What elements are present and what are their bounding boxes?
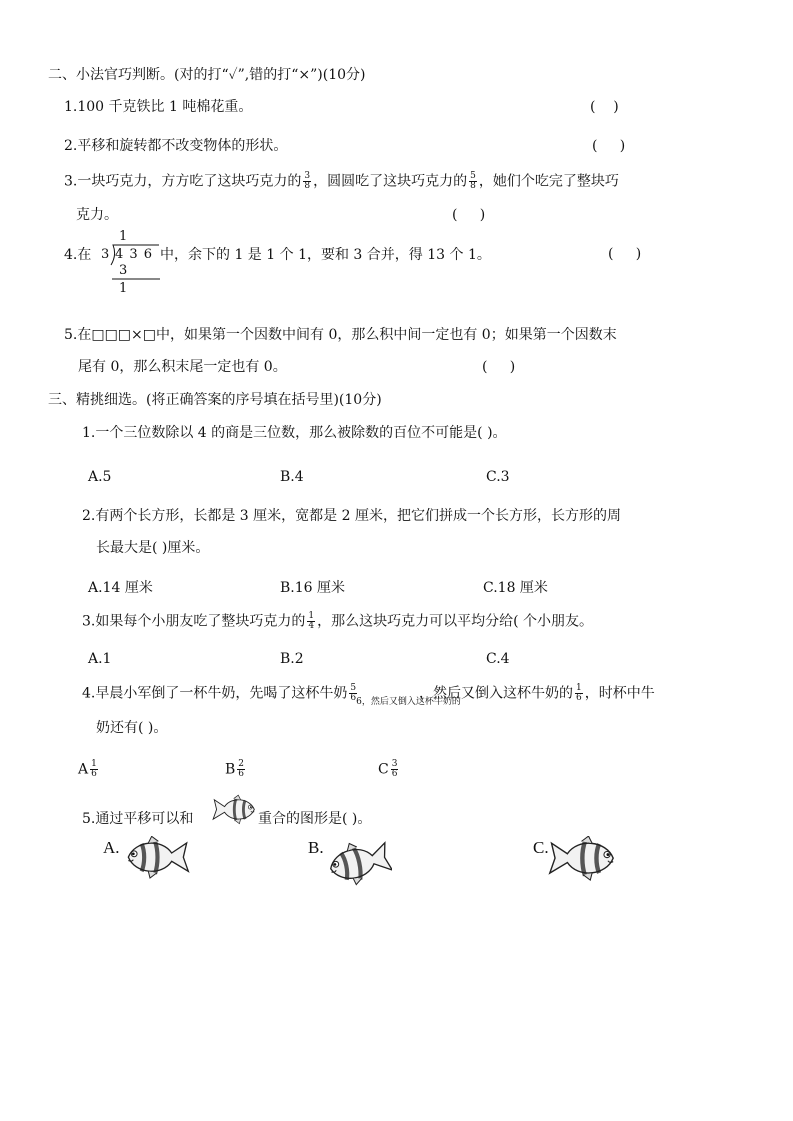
s3-q3-post: ，那么这块巧克力可以平均分给( 个小朋友。 bbox=[317, 613, 594, 630]
fraction: $\frac{1}{4}$ bbox=[308, 611, 315, 631]
fish-option-b-icon[interactable] bbox=[322, 840, 392, 888]
s3-q4-pre: 4.早晨小军倒了一杯牛奶，先喝了这杯牛奶 bbox=[82, 685, 348, 702]
s2-item-3-answer[interactable]: ( ) bbox=[452, 207, 486, 223]
s2-item-2-answer[interactable]: ( ) bbox=[592, 138, 626, 154]
s3-q5-option-a-label[interactable]: A. bbox=[103, 838, 120, 857]
s2-item-5-line2: 尾有 0，那么积末尾一定也有 0。 bbox=[78, 359, 287, 375]
s3-q2-line2: 长最大是( )厘米。 bbox=[96, 540, 210, 556]
s3-q4-option-b[interactable]: B $\frac{2}{6}$ bbox=[225, 759, 245, 779]
s3-q2: 2.有两个长方形，长都是 3 厘米，宽都是 2 厘米，把它们拼成一个长方形，长方形的周 bbox=[82, 508, 621, 524]
s2-item-5-answer[interactable]: ( ) bbox=[482, 359, 516, 375]
s3-q4-tail: 6，然后又倒入这杯牛奶的 bbox=[356, 696, 461, 707]
s2-item-3-pre: 3.一块巧克力，方方吃了这块巧克力的 bbox=[64, 173, 302, 190]
fraction: $\frac{1}{6}$ bbox=[576, 683, 582, 703]
s3-q4-mid bbox=[419, 684, 655, 703]
s3-q5-option-c-label[interactable]: C. bbox=[533, 838, 549, 857]
s3-q4-option-c[interactable]: C $\frac{3}{6}$ bbox=[378, 759, 398, 779]
s3-q2-option-c[interactable]: C.18 厘米 bbox=[483, 580, 548, 596]
s3-q4-tail-text: ，然后又倒入这杯牛奶的 bbox=[419, 685, 573, 702]
s2-item-1-answer[interactable]: ( ) bbox=[590, 99, 619, 115]
s3-q3-option-b[interactable]: B.2 bbox=[280, 651, 304, 667]
fraction: $\frac{5}{6}$ bbox=[350, 683, 357, 703]
s3-q1-option-b[interactable]: B.4 bbox=[280, 469, 304, 485]
fraction: $\frac{3}{8}$ bbox=[304, 171, 311, 191]
section3-heading: 三、精挑细选。(将正确答案的序号填在括号里)(10分) bbox=[48, 392, 382, 408]
s3-q4 bbox=[82, 684, 461, 711]
s3-q1-option-c[interactable]: C.3 bbox=[486, 469, 510, 485]
s2-item-4-pre: 4.在 bbox=[64, 247, 92, 263]
s2-item-2: 2.平移和旋转都不改变物体的形状。 bbox=[64, 138, 288, 154]
s3-q4-option-a[interactable]: A $\frac{1}{6}$ bbox=[78, 759, 97, 779]
s2-item-3 bbox=[64, 172, 619, 191]
s3-q1-option-a[interactable]: A.5 bbox=[88, 469, 112, 485]
division-remainder: 1 bbox=[119, 281, 128, 296]
s3-q4-line2: 奶还有( )。 bbox=[96, 720, 168, 736]
s3-q5-option-b-label[interactable]: B. bbox=[308, 838, 324, 857]
s3-q3-option-c[interactable]: C.4 bbox=[486, 651, 510, 667]
s3-q2-option-a[interactable]: A.14 厘米 bbox=[88, 580, 153, 596]
s3-q5-pre: 5.通过平移可以和 bbox=[82, 811, 194, 827]
fraction: $\frac{5}{8}$ bbox=[470, 171, 476, 191]
s2-item-3-post: ，她们个吃完了整块巧 bbox=[478, 173, 619, 190]
division-quotient: 1 bbox=[119, 229, 128, 244]
s3-q4-post: ，时杯中牛 bbox=[584, 685, 655, 702]
s3-q1: 1.一个三位数除以 4 的商是三位数，那么被除数的百位不可能是( )。 bbox=[82, 425, 507, 441]
s2-item-3-line2: 克力。 bbox=[76, 207, 118, 223]
s2-item-4-text: 中，余下的 1 是 1 个 1，要和 3 合并，得 13 个 1。 bbox=[160, 247, 491, 263]
s3-q2-option-b[interactable]: B.16 厘米 bbox=[280, 580, 346, 596]
division-divisor: 3 bbox=[101, 247, 110, 262]
s2-item-3-mid: ，圆圆吃了这块巧克力的 bbox=[313, 173, 468, 190]
s3-q5-post: 重合的图形是( )。 bbox=[258, 811, 372, 827]
section2-heading: 二、小法官巧判断。(对的打“✓”,错的打“×”)(10分) bbox=[48, 67, 366, 83]
fish-option-c-icon[interactable] bbox=[548, 836, 622, 882]
s2-item-5: 5.在□□□×□中，如果第一个因数中间有 0，那么积中间一定也有 0；如果第一个因数末 bbox=[64, 327, 617, 343]
fish-option-a-icon[interactable] bbox=[120, 836, 190, 880]
s2-item-1: 1.100 千克铁比 1 吨棉花重。 bbox=[64, 99, 253, 115]
division-subtrahend: 3 bbox=[119, 263, 128, 278]
s3-q3-option-a[interactable]: A.1 bbox=[88, 651, 112, 667]
fish-reference-icon bbox=[212, 792, 260, 828]
s3-q3 bbox=[82, 612, 593, 631]
s2-item-4-answer[interactable]: ( ) bbox=[608, 246, 642, 262]
division-dividend: 4 3 6 bbox=[115, 247, 154, 262]
s3-q3-pre: 3.如果每个小朋友吃了整块巧克力的 bbox=[82, 613, 306, 630]
